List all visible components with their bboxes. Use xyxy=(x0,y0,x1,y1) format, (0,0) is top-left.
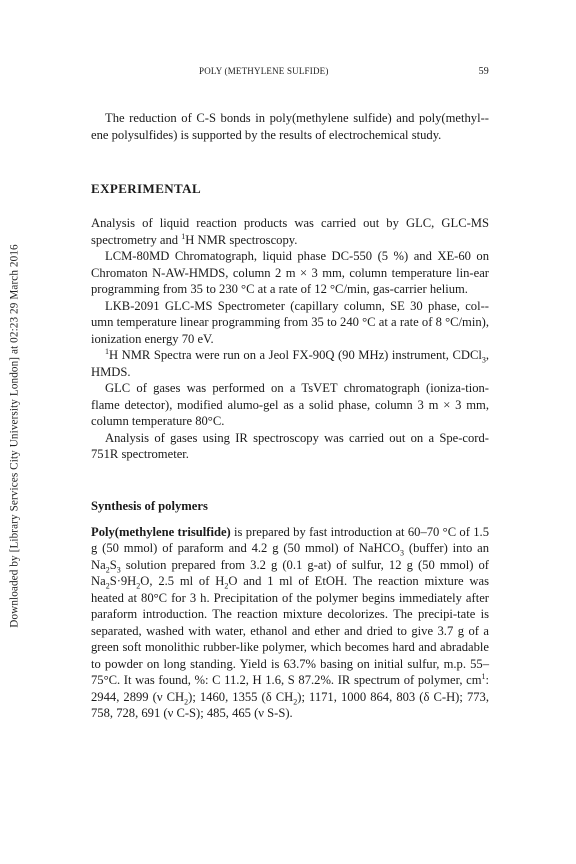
intro-paragraph: The reduction of C-S bonds in poly(methylene sulfide) and poly(methyl-ene polysulfides) is supported by the results of electrochemical study. xyxy=(91,111,489,142)
experimental-paragraph-4 xyxy=(91,347,489,380)
synthesis-paragraph xyxy=(91,524,489,722)
experimental-paragraph-2: LCM-80MD Chromatograph, liquid phase DC-550 (5 %) and XE-60 on Chromaton N-AW-HMDS, column 2 m × 3 mm, column temperature lin-ear programming from 35 to 230 °C at a rate of 12 °C/min, gas-carrier helium. xyxy=(91,249,489,296)
text-run: , HMDS. xyxy=(91,348,489,379)
text-run: Analysis of liquid reaction products was carried out by GLC, GLC-MS spectrometry and xyxy=(91,216,489,247)
text-run: solution prepared from 3.2 g (0.1 g-at) of sulfur, 12 g (50 mmol) of Na xyxy=(91,557,489,588)
experimental-paragraph-5: GLC of gases was performed on a TsVET chromatograph (ioniza-tion-flame detector), modified alumo-gel as a solid phase, column 3 m × 3 mm, column temperature 80°C. xyxy=(91,381,489,428)
subscript: 2 xyxy=(184,697,189,707)
experimental-paragraph-3: LKB-2091 GLC-MS Spectrometer (capillary column, SE 30 phase, col-umn temperature linear programming from 35 to 240 °C at a rate of 8 °C/min), ionization energy 70 eV. xyxy=(91,298,489,346)
synthesis-heading: Synthesis of polymers xyxy=(91,498,208,513)
text-run: O and 1 ml of EtOH. The reaction mixture was heated at 80°C for 3 h. Precipitation of the polymer begins immediately after paraform introduction. The reaction mixture decolorizes. The precipi-tate is separated, washed with water, ethanol and ether and dried to give 3.7 g of a green soft monolithic rubber-like polymer, which becomes hard and abradable to powder on long standing. Yield is 63.7% basing on initial sulfur, m.p. 55–75°C. It was found, %: C 11.2, H 1.6, S 87.2%. IR spectrum of polymer, cm xyxy=(91,574,490,687)
running-header xyxy=(91,66,489,82)
subscript: 2 xyxy=(293,697,298,707)
experimental-paragraph-6: Analysis of gases using IR spectroscopy was carried out on a Spe-cord-751R spectrometer. xyxy=(91,430,489,461)
subscript: 2 xyxy=(105,581,110,591)
page-body xyxy=(91,66,489,722)
page-number: 59 xyxy=(478,66,489,77)
compound-name: Poly(methylene trisulfide) xyxy=(91,524,231,539)
subscript: 2 xyxy=(224,581,229,591)
subscript: 3 xyxy=(481,355,486,365)
superscript: 1 xyxy=(181,231,186,241)
subscript: 3 xyxy=(400,548,405,558)
download-note: Downloaded by [Library Services City University London] at 02:23 29 March 2016 xyxy=(9,244,22,628)
text-run: ); 1171, 1000 864, 803 (δ C-H); 773, 758, 728, 691 (ν C-S); 485, 465 (ν S-S). xyxy=(91,689,489,720)
text-run: S·9H xyxy=(109,574,137,588)
subscript: 2 xyxy=(105,565,110,575)
text-run: : 2944, 2899 (ν CH xyxy=(91,673,489,704)
text-run: H NMR Spectra were run on a Jeol FX-90Q (90 MHz) instrument, CDCl xyxy=(109,348,482,362)
text-run: S xyxy=(109,557,117,572)
subscript: 3 xyxy=(116,565,121,575)
download-watermark xyxy=(8,176,22,696)
experimental-heading: EXPERIMENTAL xyxy=(91,181,202,196)
superscript: 1 xyxy=(481,671,486,681)
running-title: POLY (METHYLENE SULFIDE) xyxy=(199,66,329,76)
superscript: 1 xyxy=(105,346,109,356)
text-run: is prepared by fast introduction at 60–70 °C of 1.5 g (50 mmol) of paraform and 4.2 g (50 mmol) of NaHCO xyxy=(91,524,489,555)
text-run: (buffer) into an Na xyxy=(91,541,489,572)
subscript: 2 xyxy=(136,581,141,591)
text-run: H NMR spectroscopy. xyxy=(185,232,298,247)
text-run: ); 1460, 1355 (δ CH xyxy=(188,689,294,704)
experimental-paragraph-1 xyxy=(91,215,489,248)
text-run: O, 2.5 ml of H xyxy=(140,574,225,588)
